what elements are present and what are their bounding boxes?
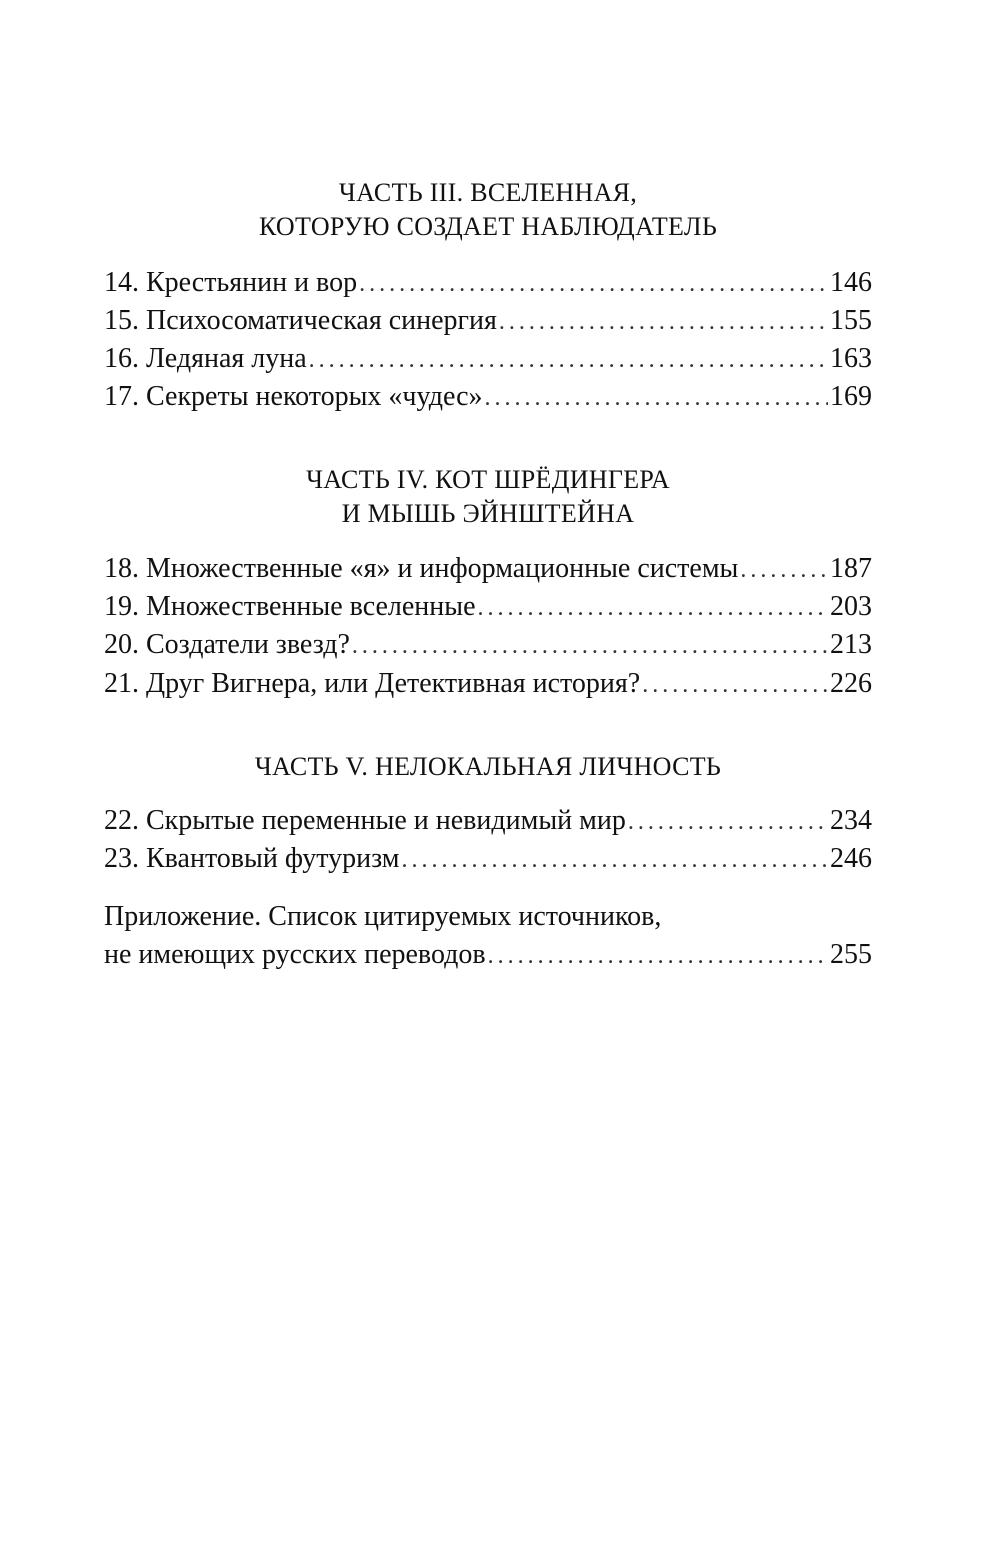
part-3-heading-line-2: КОТОРУЮ СОЗДАЕТ НАБЛЮДАТЕЛЬ: [258, 212, 718, 241]
toc-entry-title: 15. Психосоматическая синергия: [104, 305, 497, 336]
toc-entry-appendix[interactable]: [104, 936, 872, 975]
part-4-heading: [104, 463, 872, 531]
part-4-heading-line-2: И МЫШЬ ЭЙНШТЕЙНА: [341, 499, 635, 528]
part-5-heading-line-1: ЧАСТЬ V. НЕЛОКАЛЬНАЯ ЛИЧНОСТЬ: [254, 752, 722, 781]
toc-entry[interactable]: [104, 340, 872, 379]
dot-leader: [499, 303, 828, 341]
toc-entry-page: 213: [830, 629, 872, 660]
toc-entry-title: 22. Скрытые переменные и невидимый мир: [104, 805, 626, 836]
toc-entry[interactable]: [104, 302, 872, 341]
toc-entry-page: 187: [830, 553, 872, 584]
dot-leader: [740, 551, 828, 589]
toc-entry-title: не имеющих русских переводов: [104, 939, 486, 970]
toc-entry[interactable]: [104, 550, 872, 589]
toc-entry[interactable]: [104, 626, 872, 665]
toc-entry-title: 19. Множественные вселенные: [104, 591, 476, 622]
dot-leader: [485, 379, 828, 417]
toc-entry-page: 155: [830, 305, 872, 336]
dot-leader: [309, 341, 828, 379]
toc-entry-title: 20. Создатели звезд?: [104, 629, 350, 660]
toc-entry-page: 146: [830, 267, 872, 298]
part-3-heading-line-1: ЧАСТЬ III. ВСЕЛЕННАЯ,: [338, 178, 638, 207]
toc-entry-page: 163: [830, 343, 872, 374]
toc-entry-page: 226: [830, 668, 872, 699]
part-4-heading-line-1: ЧАСТЬ IV. КОТ ШРЁДИНГЕРА: [306, 465, 670, 494]
toc-entry[interactable]: [104, 378, 872, 417]
dot-leader: [352, 627, 828, 665]
dot-leader: [359, 265, 828, 303]
toc-entry-page: 255: [830, 939, 872, 970]
toc-entry[interactable]: [104, 588, 872, 627]
appendix-title-line-1[interactable]: Приложение. Список цитируемых источников,: [104, 901, 662, 932]
toc-entry-title: 16. Ледяная луна: [104, 343, 307, 374]
dot-leader: [402, 841, 828, 879]
toc-entry-page: 203: [830, 591, 872, 622]
toc-entry-page: 246: [830, 843, 872, 874]
toc-entry-title: 18. Множественные «я» и информационные системы: [104, 553, 739, 584]
dot-leader: [478, 589, 828, 627]
toc-entry[interactable]: [104, 840, 872, 879]
part-3-heading: [104, 176, 872, 244]
toc-entry-title: 17. Секреты некоторых «чудес»: [104, 381, 483, 412]
toc-entry-title: 14. Крестьянин и вор: [104, 267, 358, 298]
dot-leader: [488, 937, 828, 975]
part-5-heading: [104, 750, 872, 784]
toc-entry[interactable]: [104, 264, 872, 303]
dot-leader: [642, 666, 828, 704]
dot-leader: [628, 803, 828, 841]
toc-entry-page: 169: [830, 381, 872, 412]
toc-entry-page: 234: [830, 805, 872, 836]
toc-entry-title: 21. Друг Вигнера, или Детективная история?: [104, 668, 641, 699]
toc-entry[interactable]: [104, 802, 872, 841]
toc-entry-title: 23. Квантовый футуризм: [104, 843, 400, 874]
toc-entry[interactable]: [104, 665, 872, 704]
